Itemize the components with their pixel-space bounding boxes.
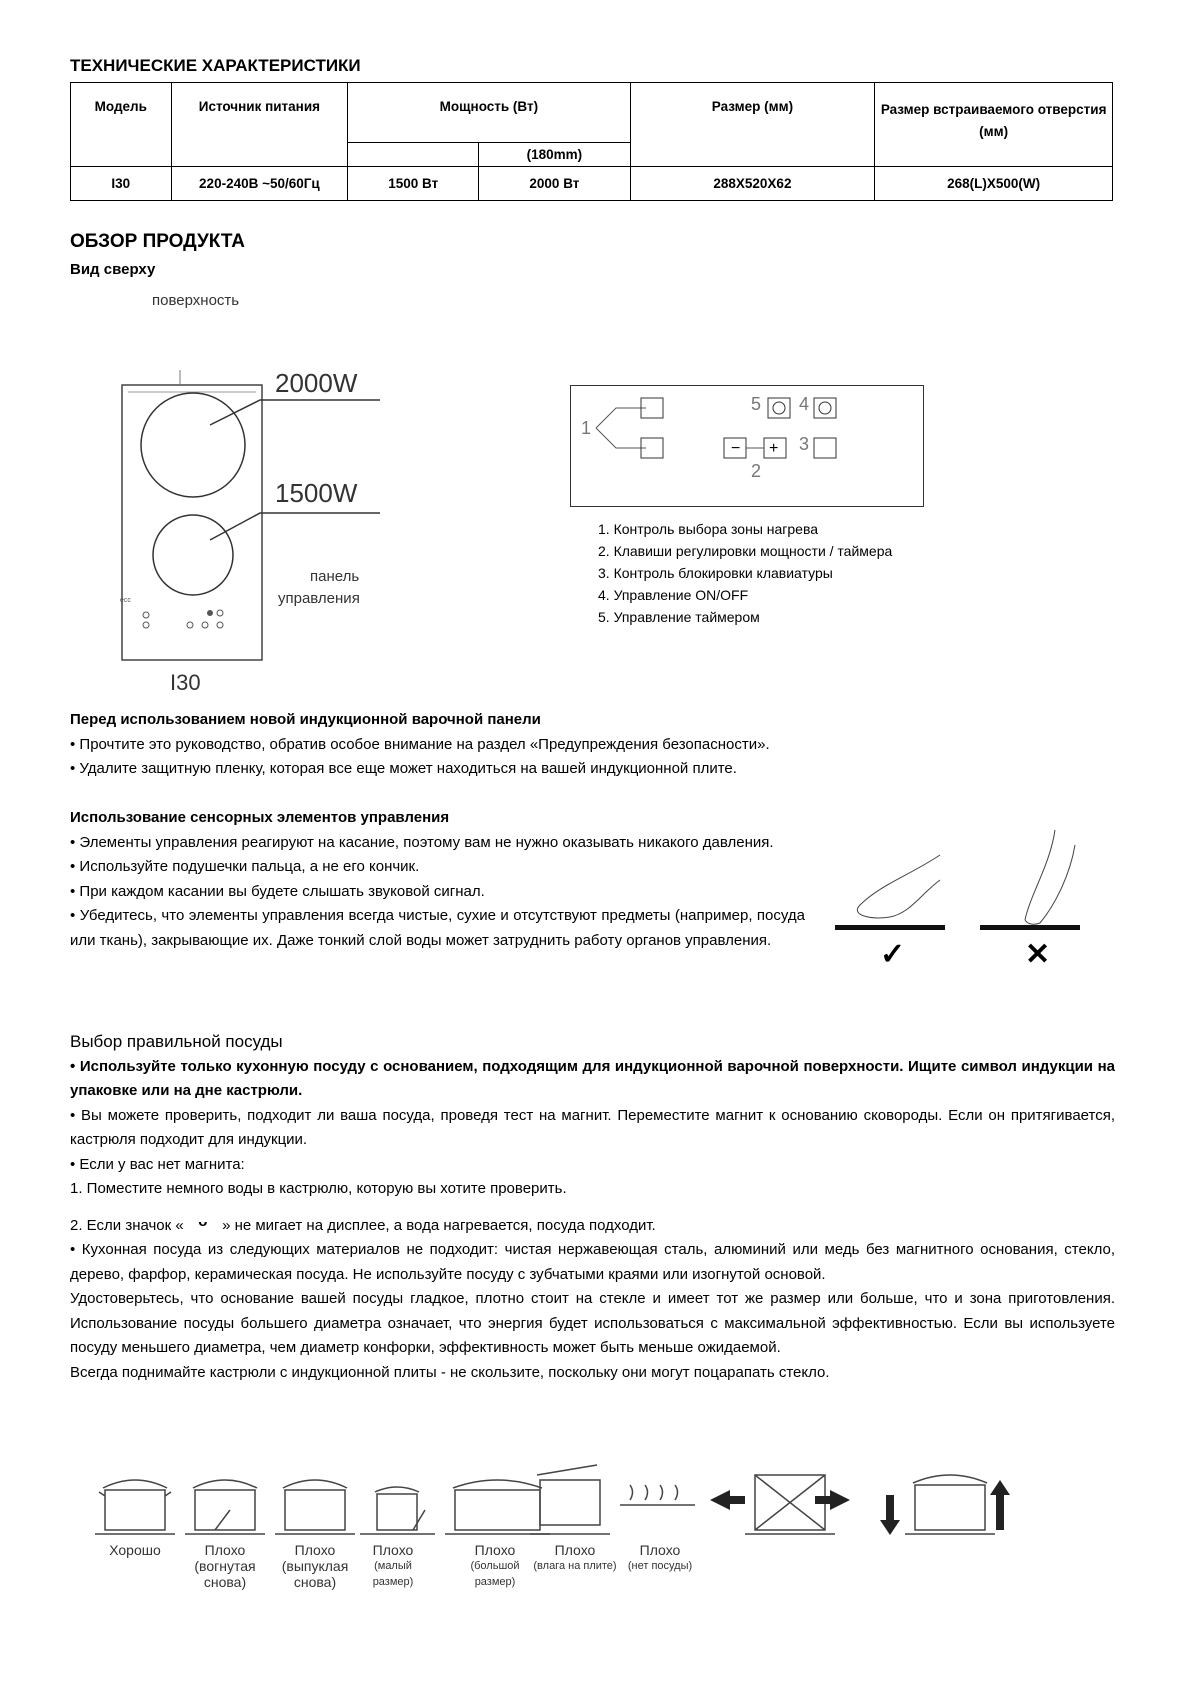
th-model: Модель [71, 83, 172, 167]
cell-model: I30 [71, 167, 172, 201]
cookware-p7: Всегда поднимайте кастрюли с индукционной плиты - не скользите, поскольку они могут поцарапать стекло. [70, 1363, 830, 1381]
pot-label [180, 1542, 270, 1590]
cross-icon: ✕ [1025, 938, 1051, 971]
pot-label-line: (большой [470, 1560, 520, 1572]
pot-label-line: снова) [203, 1574, 247, 1590]
cookware-title: Выбор правильной посуды [70, 1032, 283, 1051]
legend-item: 1. Контроль выбора зоны нагрева [598, 521, 819, 537]
cookware-section [70, 1030, 1115, 1385]
touch-illustration [830, 825, 1080, 975]
pot-label-line: размер) [474, 1576, 516, 1588]
num-3: 3 [799, 434, 810, 454]
cookware-bold: • Используйте только кухонную посуду с основанием, подходящим для индукционной варочной поверхности. Ищите символ индукции на упаковке или на дне кастрюли. [70, 1057, 1115, 1099]
label-panel2: управления [278, 590, 360, 607]
cookware-p6: Удостоверьтесь, что основание вашей посуды гладкое, плотно стоит на стекле и имеет тот же размер или больше, что и зона приготовления. Использование посуды большего диаметра означает, что энергия будет использоваться с максимальной эффективностью. Если вы используете посуду меньшего диаметра, чем диаметр конфорки, эффективность может быть меньше ожидаемой. [70, 1290, 1115, 1356]
num-5: 5 [751, 394, 762, 414]
cookware-p2: • Если у вас нет магнита: [70, 1155, 245, 1173]
cooktop-drawing [110, 310, 430, 700]
th-power-source: Источник питания [171, 83, 348, 167]
pot-label-line: Плохо [474, 1542, 516, 1558]
pot-label [520, 1542, 630, 1574]
pot-label-line: Плохо [294, 1542, 336, 1558]
num-1: 1 [581, 418, 592, 438]
pot-label-line: Плохо [639, 1542, 681, 1558]
th-size: Размер (мм) [630, 83, 875, 167]
cookware-p3: 1. Поместите немного воды в кастрюлю, которую вы хотите проверить. [70, 1180, 567, 1197]
legend-item: 2. Клавиши регулировки мощности / таймера [598, 543, 893, 559]
th-cutout: Размер встраиваемого отверстия (мм) [875, 83, 1113, 167]
cell-power1: 1500 Вт [348, 167, 479, 201]
control-panel-diagram [570, 385, 924, 507]
label-model: I30 [170, 670, 201, 695]
logo: ecc [120, 597, 131, 604]
cookware-p1: • Вы можете проверить, подходит ли ваша посуда, проведя тест на магнит. Переместите магнит к основанию сковороды. Если он притягивается, кастрюля подходит для индукции. [70, 1106, 1115, 1148]
cell-size: 288X520X62 [630, 167, 875, 201]
cell-power2: 2000 Вт [479, 167, 630, 201]
num-4: 4 [799, 394, 810, 414]
overview-title: ОБЗОР ПРОДУКТА [70, 231, 245, 252]
svg-text:+: + [769, 440, 779, 457]
legend-item: 4. Управление ON/OFF [598, 587, 749, 603]
cell-power-source: 220-240В ~50/60Гц [171, 167, 348, 201]
touch-section [70, 806, 805, 953]
pot-label [353, 1542, 433, 1590]
pot-label-line: (вогнутая [194, 1558, 256, 1574]
pot-label-line: (нет посуды) [627, 1560, 693, 1572]
cooktop-figure [110, 292, 430, 700]
before-item: • Удалите защитную пленку, которая все еще может находиться на вашей индукционной плите. [70, 760, 737, 777]
num-2: 2 [751, 461, 762, 481]
label-zone1: 2000W [275, 368, 358, 398]
panel-legend [598, 518, 892, 628]
pot-label-line: (малый [374, 1560, 412, 1572]
cookware-illustrations [95, 1460, 1095, 1610]
before-title: Перед использованием новой индукционной варочной панели [70, 711, 541, 728]
specs-title: ТЕХНИЧЕСКИЕ ХАРАКТЕРИСТИКИ [70, 56, 361, 75]
touch-item: • Элементы управления реагируют на касание, поэтому вам не нужно оказывать никакого давления. [70, 833, 774, 851]
pot-label-line: снова) [293, 1574, 337, 1590]
pot-label-line: (выпуклая [281, 1558, 349, 1574]
label-zone2: 1500W [275, 478, 358, 508]
before-section [70, 708, 1115, 782]
pot-label [90, 1542, 180, 1558]
pot-label-line: Плохо [372, 1542, 414, 1558]
legend-item: 3. Контроль блокировки клавиатуры [598, 565, 833, 581]
before-item: • Прочтите это руководство, обратив особое внимание на раздел «Предупреждения безопасности». [70, 735, 770, 753]
pan-missing-icon: ᴗ [198, 1212, 208, 1230]
control-panel-drawing [571, 386, 923, 506]
pot-label-line: (влага на плите) [533, 1560, 617, 1572]
cookware-p4a: 2. Если значок « [70, 1216, 184, 1234]
label-surface: поверхность [152, 292, 240, 309]
pot-label [615, 1542, 705, 1574]
touch-item: • При каждом касании вы будете слышать звуковой сигнал. [70, 882, 485, 900]
touch-title: Использование сенсорных элементов управления [70, 809, 450, 826]
pot-label [270, 1542, 360, 1590]
pot-label-line: Плохо [554, 1542, 596, 1558]
th-power-sub: (180mm) [479, 143, 630, 167]
cookware-p5: • Кухонная посуда из следующих материалов не подходит: чистая нержавеющая сталь, алюминий или медь без магнитного основания, стекло, дерево, фарфор, керамическая посуда. Не используйте посуду с зубчатыми краями или изогнутой основой. [70, 1241, 1115, 1283]
svg-text:−: − [731, 440, 741, 457]
legend-item: 5. Управление таймером [598, 609, 760, 625]
pot-label-line: Плохо [204, 1542, 246, 1558]
cookware-p4b: » не мигает на дисплее, а вода нагревается, посуда подходит. [222, 1216, 656, 1234]
pot-label-line: Хорошо [109, 1542, 161, 1558]
touch-item: • Используйте подушечки пальца, а не его кончик. [70, 858, 420, 875]
check-icon: ✓ [880, 938, 906, 971]
pot-label-line: размер) [372, 1576, 414, 1588]
label-panel: панель [310, 568, 360, 585]
specs-table [70, 82, 1113, 201]
overview-subtitle: Вид сверху [70, 261, 156, 278]
cell-cutout: 268(L)X500(W) [875, 167, 1113, 201]
th-power: Мощность (Вт) [348, 83, 630, 143]
touch-item: • Убедитесь, что элементы управления всегда чистые, сухие и отсутствуют предметы (например, посуда или ткань), закрывающие их. Даже тонкий слой воды может затруднить работу органов управления. [70, 907, 805, 949]
pots-drawing [95, 1460, 1095, 1540]
